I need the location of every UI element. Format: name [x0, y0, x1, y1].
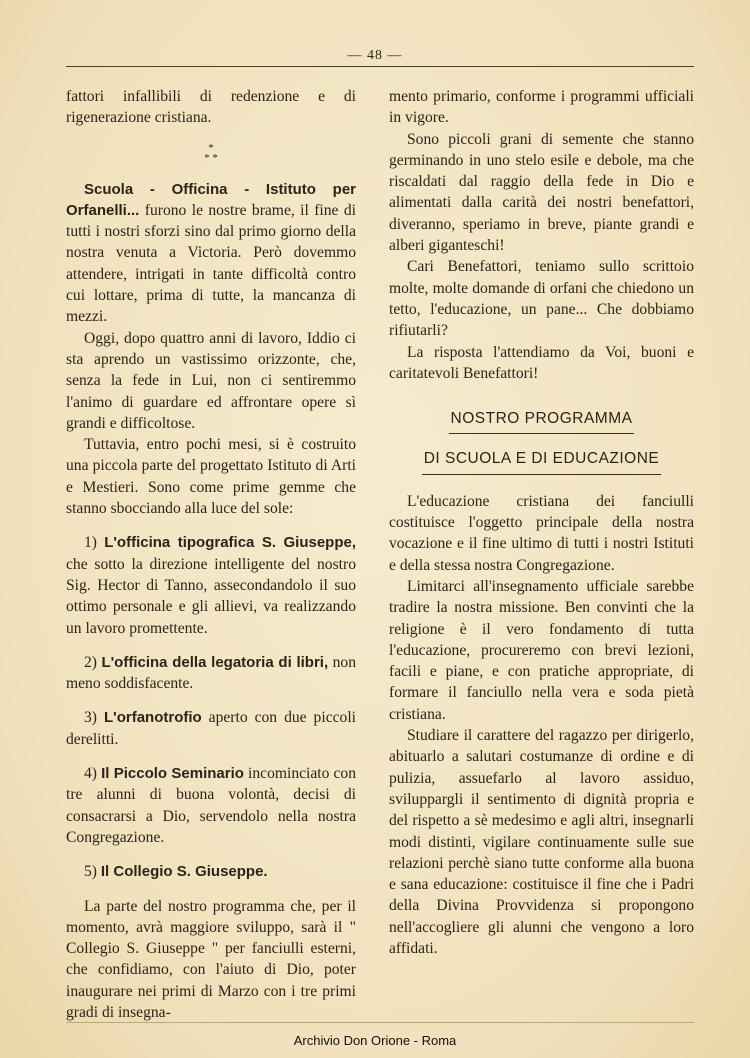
header-rule	[66, 66, 694, 67]
list-number: 2)	[84, 653, 102, 671]
paragraph: Sono piccoli grani di semente che stanno germinando in uno stelo esile e debole, ma che riscaldati dal raggio della fede in Dio e alimentati dalla carità dei nostri benefattori, diveranno, speriamo in breve, piante grandi e alberi giganteschi!	[389, 130, 694, 255]
list-item	[66, 532, 356, 638]
left-column	[66, 86, 356, 1023]
list-item-title: L'orfanotrofio	[103, 709, 202, 727]
list-item	[66, 707, 356, 750]
separator-star-bottom: * *	[204, 151, 218, 164]
footer-rule	[66, 1022, 694, 1023]
archive-footer: Archivio Don Orione - Roma	[293, 1033, 457, 1048]
paragraph	[66, 179, 356, 328]
section-heading-1	[389, 408, 694, 434]
list-item-text: aperto con due piccoli derelitti.	[66, 709, 356, 748]
paragraph: La risposta l'attendiamo da Voi, buoni e caritatevoli Benefattori!	[389, 343, 694, 382]
list-number: 1)	[84, 534, 105, 552]
list-item-text: incominciato con tre alunni di buona volontà, decisi di consacrarsi a Dio, servendolo nella nostra Congregazione.	[66, 765, 357, 846]
section-heading-2	[389, 448, 694, 474]
list-item-title: L'officina della legatoria di libri,	[101, 653, 329, 671]
heading-text: DI SCUOLA E DI EDUCAZIONE	[422, 448, 662, 474]
separator-star-top: *	[208, 141, 214, 154]
list-number: 3)	[84, 709, 104, 727]
right-column	[389, 86, 694, 959]
paragraph: fattori infallibili di redenzione e di rigenerazione cristiana.	[66, 88, 356, 127]
paragraph: Studiare il carattere del ragazzo per dirigerlo, abituarlo a salutari costumanze di ordine e di pulizia, assuefarlo al lavoro assiduo, sviluppargli il sentimento di dignità propria e del rispetto a sè medesimo e agli altri, insegnarli modi distinti, vigilare continuamente sulle sue relazioni perchè siano tutte conforme alla buona e sana educazione: costituisce il fine che i Padri della Divina Provvidenza si propongono nell'accogliere gli alunni che vengono a loro affidati.	[389, 727, 694, 957]
list-item-text: che sotto la direzione intelligente del nostro Sig. Hector di Tanno, assecondandolo il suo ottimo personale e gli allievi, va realizzando un lavoro promettente.	[66, 555, 356, 637]
list-item	[66, 861, 356, 882]
heading-text: NOSTRO PROGRAMMA	[449, 408, 635, 434]
paragraph: Cari Benefattori, teniamo sullo scrittoio molte, molte domande di orfani che chiedono un tetto, l'educazione, un pane... Che dobbiamo rifiutarli?	[389, 258, 694, 340]
page-number: — 48 —	[347, 48, 403, 63]
list-item-text: non meno soddisfacente.	[66, 653, 356, 693]
paragraph: Limitarci all'insegnamento ufficiale sarebbe tradire la nostra missione. Ben convinti che la religione è il vero fondamento di tutta l'educazione, procureremo con brevi lezioni, facili e piane, e con pratiche appropriate, di formare il fanciullo nella vera e soda pietà cristiana.	[389, 577, 694, 723]
paragraph: mento primario, conforme i programmi ufficiali in vigore.	[389, 88, 694, 127]
section-separator	[66, 143, 356, 163]
paragraph: Tuttavia, entro pochi mesi, si è costruito una piccola parte del progettato Istituto di Arti e Mestieri. Sono come prime gemme che stanno sbocciando alla luce del sole:	[66, 436, 356, 518]
bold-lead: Scuola - Officina - Istituto per Orfanelli...	[66, 180, 356, 219]
list-number: 5)	[84, 863, 101, 881]
list-number: 4)	[84, 765, 102, 783]
paragraph-text: furono le nostre brame, il fine di tutti i nostri sforzi sino dal primo giorno della nostra venuta a Victoria. Però dovemmo attendere, intrigati in tante difficoltà contro cui lottare, prima di tutte, la mancanza di mezzi.	[66, 201, 356, 326]
list-item	[66, 652, 356, 695]
list-item-title: L'officina tipografica S. Giuseppe,	[104, 534, 356, 552]
paragraph: La parte del nostro programma che, per il momento, avrà maggiore sviluppo, sarà il " Collegio S. Giuseppe " per fanciulli esterni, che confidiamo, con l'aiuto di Dio, poter inaugurare nei primi di Marzo con i tre primi gradi di insegna-	[66, 897, 356, 1021]
list-item-title: Il Collegio S. Giuseppe.	[100, 863, 268, 881]
list-item-title: Il Piccolo Seminario	[101, 765, 244, 783]
paragraph: L'educazione cristiana dei fanciulli costituisce l'oggetto principale della nostra vocazione e il fine ultimo di tutti i nostri Istituti e della stessa nostra Congregazione.	[389, 492, 694, 574]
paragraph: Oggi, dopo quattro anni di lavoro, Iddio ci sta aprendo un vastissimo orizzonte, che, senza la fede in Lui, non ci sentiremmo l'animo di guardare ed affrontare opere sì grandi e difficoltose.	[66, 329, 356, 432]
list-item	[66, 763, 356, 848]
